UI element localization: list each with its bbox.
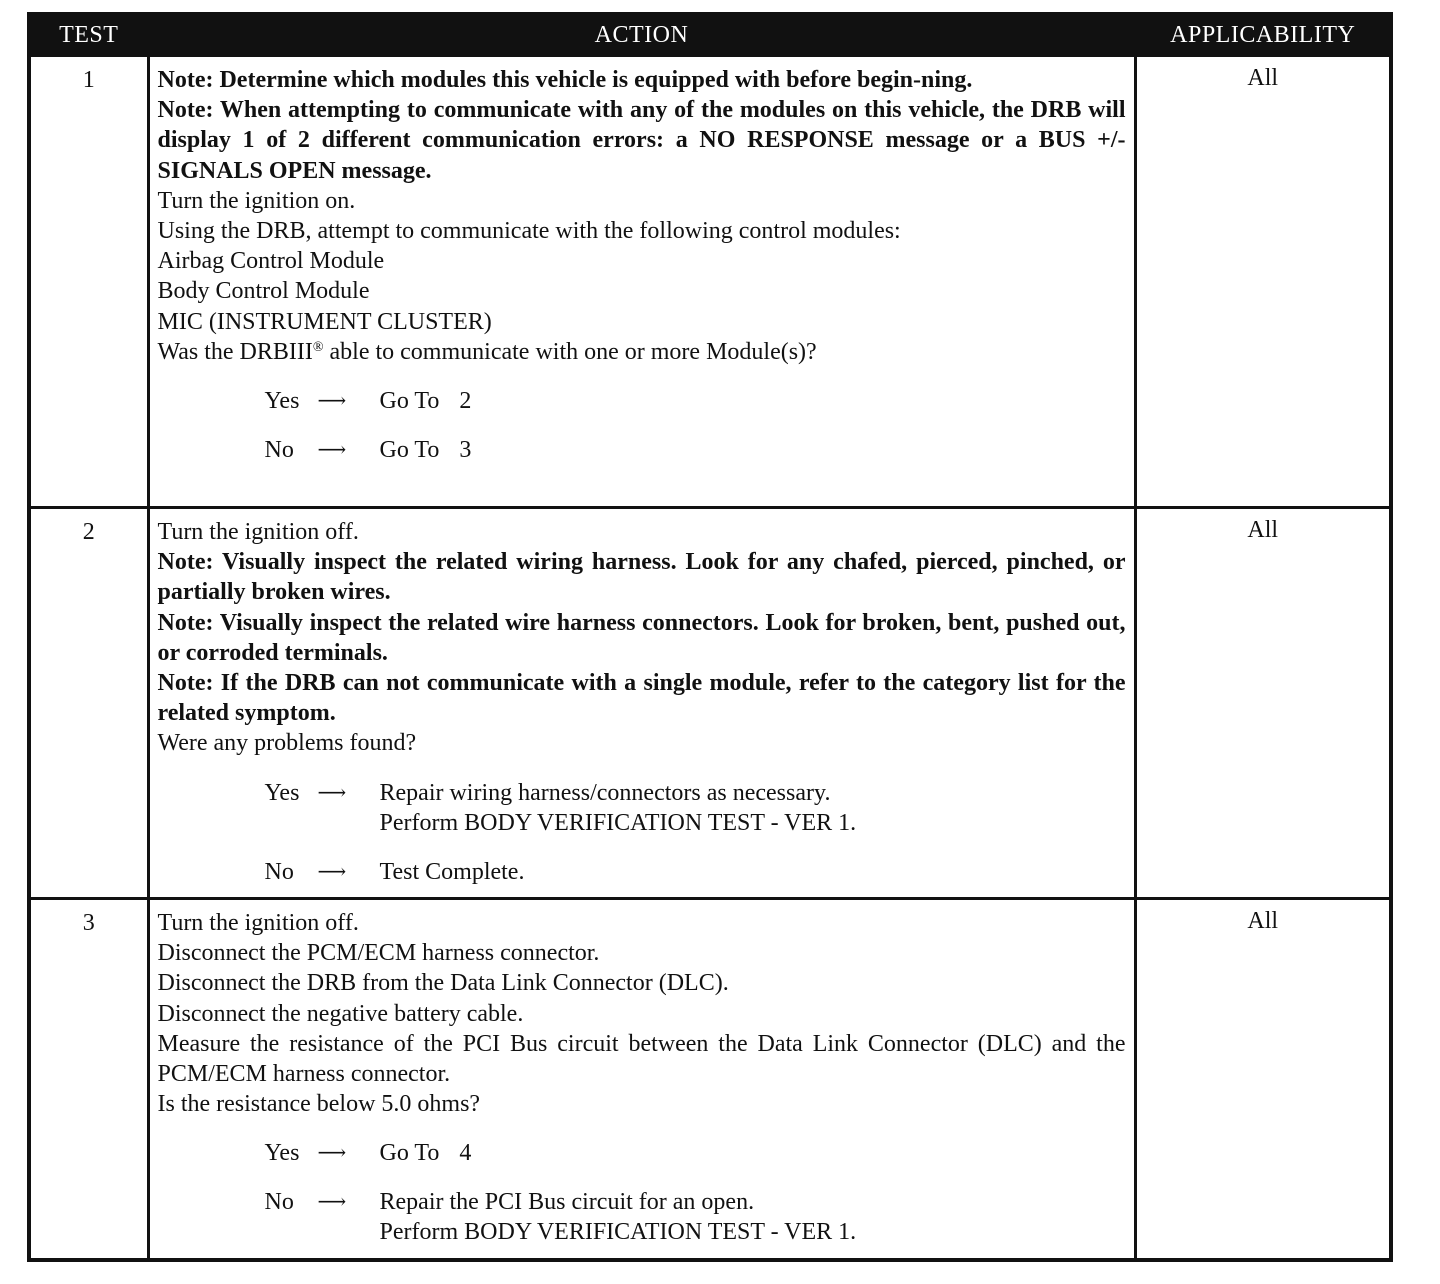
goto-number: 2 xyxy=(459,388,472,415)
table-row xyxy=(29,56,1391,508)
no-answer xyxy=(265,857,1126,887)
yes-label: Yes xyxy=(264,388,300,415)
answer-action xyxy=(380,435,1126,465)
answer-action xyxy=(380,386,1126,416)
question-text: Is the resistance below 5.0 ohms? xyxy=(157,1091,481,1118)
question-text xyxy=(158,337,1126,367)
applicability-value: All xyxy=(1135,899,1391,1260)
right-arrow-icon: ⟶ xyxy=(317,439,347,462)
goto-text: Go To xyxy=(379,388,440,415)
no-label: No xyxy=(264,437,294,464)
header-action: ACTION xyxy=(148,14,1135,56)
action-cell xyxy=(148,508,1135,899)
right-arrow-icon: ⟶ xyxy=(317,781,347,804)
step-text: Airbag Control Module xyxy=(157,248,385,275)
table-row xyxy=(29,899,1391,1260)
goto-text: Go To xyxy=(379,1140,440,1167)
note-text: Note: Visually inspect the related wiring harness. Look for any chafed, pierced, pinched, or partially broken wires. xyxy=(157,549,1126,606)
test-number: 3 xyxy=(29,899,148,1260)
yes-answer xyxy=(265,778,1126,838)
answer-line: Repair the PCI Bus circuit for an open. xyxy=(379,1189,755,1216)
registered-mark: ® xyxy=(312,339,324,355)
answer-action xyxy=(380,1138,1126,1168)
note-text: Note: When attempting to communicate with any of the modules on this vehicle, the DRB will display 1 of 2 different communication errors: a NO RESPONSE message or a BUS +/- SIGNALS OPEN message. xyxy=(157,97,1126,184)
answer-action xyxy=(380,1187,1126,1247)
note-text: Note: Visually inspect the related wire harness connectors. Look for broken, bent, pushed out, or corroded terminals. xyxy=(157,609,1126,666)
answer-action xyxy=(380,778,1126,838)
answer-action xyxy=(380,857,1126,887)
note-text: Note: If the DRB can not communicate with a single module, refer to the category list for the related symptom. xyxy=(157,670,1126,727)
no-label: No xyxy=(264,858,294,885)
goto-text: Go To xyxy=(379,437,440,464)
answer-line: Repair wiring harness/connectors as necessary. xyxy=(379,779,831,806)
step-text: Turn the ignition off. xyxy=(157,519,359,545)
header-applicability: APPLICABILITY xyxy=(1135,14,1391,56)
table-header xyxy=(29,14,1391,56)
step-text: Disconnect the PCM/ECM harness connector. xyxy=(157,940,600,967)
step-text: Disconnect the negative battery cable. xyxy=(157,1000,524,1027)
right-arrow-icon: ⟶ xyxy=(317,390,347,413)
action-cell xyxy=(148,899,1135,1260)
note-text: Note: Determine which modules this vehicle is equipped with before begin-ning. xyxy=(157,67,973,93)
question-text: Were any problems found? xyxy=(157,730,417,757)
goto-number: 4 xyxy=(459,1140,472,1167)
answer-line: Test Complete. xyxy=(379,858,525,885)
step-text: Using the DRB, attempt to communicate with the following control modules: xyxy=(157,218,901,245)
step-text: Measure the resistance of the PCI Bus circuit between the Data Link Connector (DLC) and the PCM/ECM harness connector. xyxy=(157,1030,1126,1088)
yes-label: Yes xyxy=(264,779,300,806)
step-text: Turn the ignition on. xyxy=(157,187,356,214)
right-arrow-icon: ⟶ xyxy=(317,860,347,883)
step-text: Disconnect the DRB from the Data Link Connector (DLC). xyxy=(157,970,729,997)
step-text: MIC (INSTRUMENT CLUSTER) xyxy=(157,308,492,335)
test-number: 2 xyxy=(29,508,148,899)
question-prefix: Was the DRBIII xyxy=(157,338,313,365)
step-text: Turn the ignition off. xyxy=(157,910,359,936)
right-arrow-icon: ⟶ xyxy=(317,1142,347,1165)
answer-line: Perform BODY VERIFICATION TEST - VER 1. xyxy=(379,809,857,836)
applicability-value: All xyxy=(1135,56,1391,508)
no-answer xyxy=(265,435,1126,465)
step-text: Body Control Module xyxy=(157,278,370,305)
yes-answer xyxy=(265,1138,1126,1168)
yes-answer xyxy=(265,386,1126,416)
no-label: No xyxy=(264,1189,294,1216)
answer-line: Perform BODY VERIFICATION TEST - VER 1. xyxy=(379,1219,857,1246)
no-answer xyxy=(265,1187,1126,1247)
applicability-value: All xyxy=(1135,508,1391,899)
test-number: 1 xyxy=(29,56,148,508)
header-test: TEST xyxy=(29,14,148,56)
right-arrow-icon: ⟶ xyxy=(317,1191,347,1214)
question-suffix: able to communicate with one or more Module(s)? xyxy=(323,338,817,365)
goto-number: 3 xyxy=(459,437,472,464)
header-row xyxy=(29,14,1391,56)
yes-label: Yes xyxy=(264,1140,300,1167)
table-row xyxy=(29,508,1391,899)
action-cell xyxy=(148,56,1135,508)
diagnostic-test-table xyxy=(27,12,1393,1262)
